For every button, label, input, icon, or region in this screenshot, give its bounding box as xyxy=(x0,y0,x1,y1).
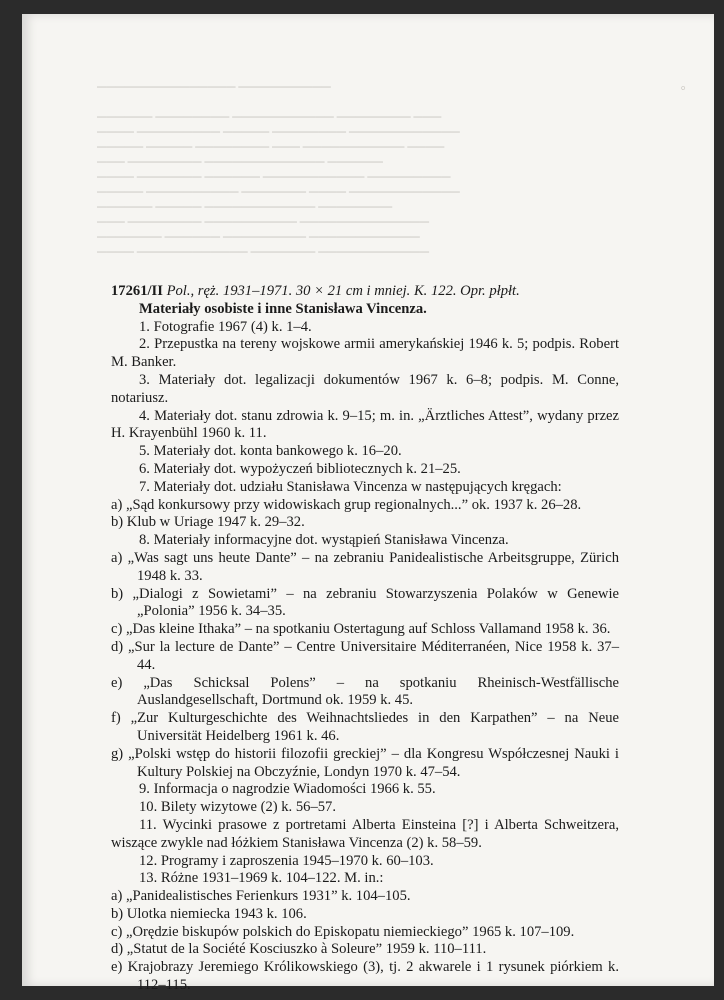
list-item: 13. Różne 1931–1969 k. 104–122. M. in.: xyxy=(139,870,384,887)
document-page xyxy=(22,14,714,994)
sub-item: b) Klub w Uriage 1947 k. 29–32. xyxy=(111,514,305,531)
list-item: 3. Materiały dot. legalizacji dokumentów 1967 k. 6–8; podpis. M. Conne, notariusz. xyxy=(111,371,619,406)
sub-item: d) „Sur la lecture de Dante” – Centre Universitaire Méditerranéen, Nice 1958 k. 37–44. xyxy=(111,638,619,673)
sub-item: a) „Sąd konkursowy przy widowiskach grup regionalnych...” ok. 1937 k. 26–28. xyxy=(111,496,582,513)
list-item: 8. Materiały informacyjne dot. wystąpień Stanisława Vincenza. xyxy=(139,532,509,549)
entry-title: Materiały osobiste i inne Stanisława Vincenza. xyxy=(139,300,427,317)
show-through: ▁▁▁▁▁▁▁▁▁▁▁▁▁▁▁ ▁▁▁▁▁▁▁▁▁▁ ▁▁▁▁▁▁ ▁▁▁▁▁▁▁▁ ▁▁▁▁▁▁▁▁▁▁▁ ▁▁▁▁▁▁▁▁ ▁▁▁ ▁▁▁▁ ▁▁▁▁▁▁▁▁▁ ▁▁▁▁▁ ▁▁▁▁▁▁▁▁ ▁▁▁▁▁▁▁▁▁▁▁▁ ▁▁▁▁▁ ▁▁▁▁▁ ▁▁▁▁▁▁▁▁ ▁▁▁ ▁▁▁▁▁▁▁▁▁▁▁ ▁▁▁▁ ▁▁▁ ▁▁▁▁▁▁▁▁ ▁▁▁▁▁▁▁▁▁▁▁▁▁ ▁▁▁▁▁▁ ▁▁▁▁ ▁▁▁▁▁▁▁ ▁▁▁▁▁▁ ▁▁▁▁▁▁▁▁▁▁▁ ▁▁▁▁▁▁▁▁▁ ▁▁▁▁▁ ▁▁▁▁▁▁▁▁▁▁ ▁▁▁▁▁▁▁ ▁▁▁▁ ▁▁▁▁▁▁▁▁▁▁▁▁ ▁▁▁▁▁▁ ▁▁▁▁▁ ▁▁▁▁▁▁▁▁▁▁▁▁ ▁▁▁▁▁▁▁▁ ▁▁▁ ▁▁▁▁▁▁▁▁ ▁▁▁▁▁▁▁▁▁▁ ▁▁▁▁▁▁▁▁▁▁▁▁▁▁ ▁▁▁▁▁▁▁ ▁▁▁▁▁▁ ▁▁▁▁▁▁▁▁▁ ▁▁▁▁▁▁▁▁▁▁▁▁ ▁▁▁▁ ▁▁▁▁▁▁▁▁▁▁▁▁ ▁▁▁▁▁▁▁ ▁▁▁▁▁▁▁▁▁▁▁▁ xyxy=(97,74,460,253)
sub-item: c) „Orędzie biskupów polskich do Episkopatu niemieckiego” 1965 k. 107–109. xyxy=(111,923,575,940)
list-item: 10. Bilety wizytowe (2) k. 56–57. xyxy=(139,799,336,816)
list-item: 12. Programy i zaproszenia 1945–1970 k. 60–103. xyxy=(139,852,434,869)
list-item: 1. Fotografie 1967 (4) k. 1–4. xyxy=(139,318,312,335)
list-item: 11. Wycinki prasowe z portretami Alberta Einsteina [?] i Alberta Schweitzera, wiszące zwykle nad łóżkiem Stanisława Vincenza (2) k. 58–59. xyxy=(111,816,619,851)
sub-item: d) „Statut de la Société Kosciuszko à Soleure” 1959 k. 110–111. xyxy=(111,941,487,958)
sub-item: b) Ulotka niemiecka 1943 k. 106. xyxy=(111,905,307,922)
sub-item: b) „Dialogi z Sowietami” – na zebraniu Stowarzyszenia Polaków w Genewie „Polonia” 1956 k. 34–35. xyxy=(111,585,619,620)
entry-description: Pol., ręż. 1931–1971. 30 × 21 cm i mniej. K. 122. Opr. płpłt. xyxy=(166,283,520,299)
entry-header xyxy=(111,283,619,301)
sub-item: e) „Das Schicksal Polens” – na spotkaniu Rheinisch-Westfällische Auslandgesellschaft, Dortmund ok. 1959 k. 45. xyxy=(111,674,619,709)
list-item: 4. Materiały dot. stanu zdrowia k. 9–15; m. in. „Ärztliches Attest”, wydany przez H. Krayenbühl 1960 k. 11. xyxy=(111,407,619,442)
list-item: 2. Przepustka na tereny wojskowe armii amerykańskiej 1946 k. 5; podpis. Robert M. Banker. xyxy=(111,336,619,371)
sub-item: c) „Das kleine Ithaka” – na spotkaniu Ostertagung auf Schloss Vallamand 1958 k. 36. xyxy=(111,621,611,638)
catalog-entry xyxy=(111,283,619,995)
sub-item: a) „Was sagt uns heute Dante” – na zebraniu Panidealistische Arbeitsgruppe, Zürich 1948 k. 33. xyxy=(111,549,619,584)
sub-item: a) „Panidealistisches Ferienkurs 1931” k. 104–105. xyxy=(111,888,411,905)
list-item: 7. Materiały dot. udziału Stanisława Vincenza w następujących kręgach: xyxy=(139,478,562,495)
list-item: 9. Informacja o nagrodzie Wiadomości 1966 k. 55. xyxy=(139,781,436,798)
sub-item: f) „Zur Kulturgeschichte des Weihnachtsliedes in den Karpathen” – na Neue Universität Heidelberg 1961 k. 46. xyxy=(111,710,619,744)
sub-item: g) „Polski wstęp do historii filozofii greckiej” – dla Kongresu Współczesnej Nauki i Kultury Polskiej na Obczyźnie, Londyn 1970 k. 47–54. xyxy=(111,745,619,780)
list-item: 6. Materiały dot. wypożyczeń bibliotecznych k. 21–25. xyxy=(139,460,461,477)
entry-id: 17261/II xyxy=(111,283,163,299)
corner-mark: ◦ xyxy=(680,80,686,97)
list-item: 5. Materiały dot. konta bankowego k. 16–20. xyxy=(139,443,402,460)
entry-items xyxy=(111,319,619,995)
sub-item: e) Krajobrazy Jeremiego Królikowskiego (3), tj. 2 akwarele i 1 rysunek piórkiem k. 112–115. xyxy=(111,959,619,994)
